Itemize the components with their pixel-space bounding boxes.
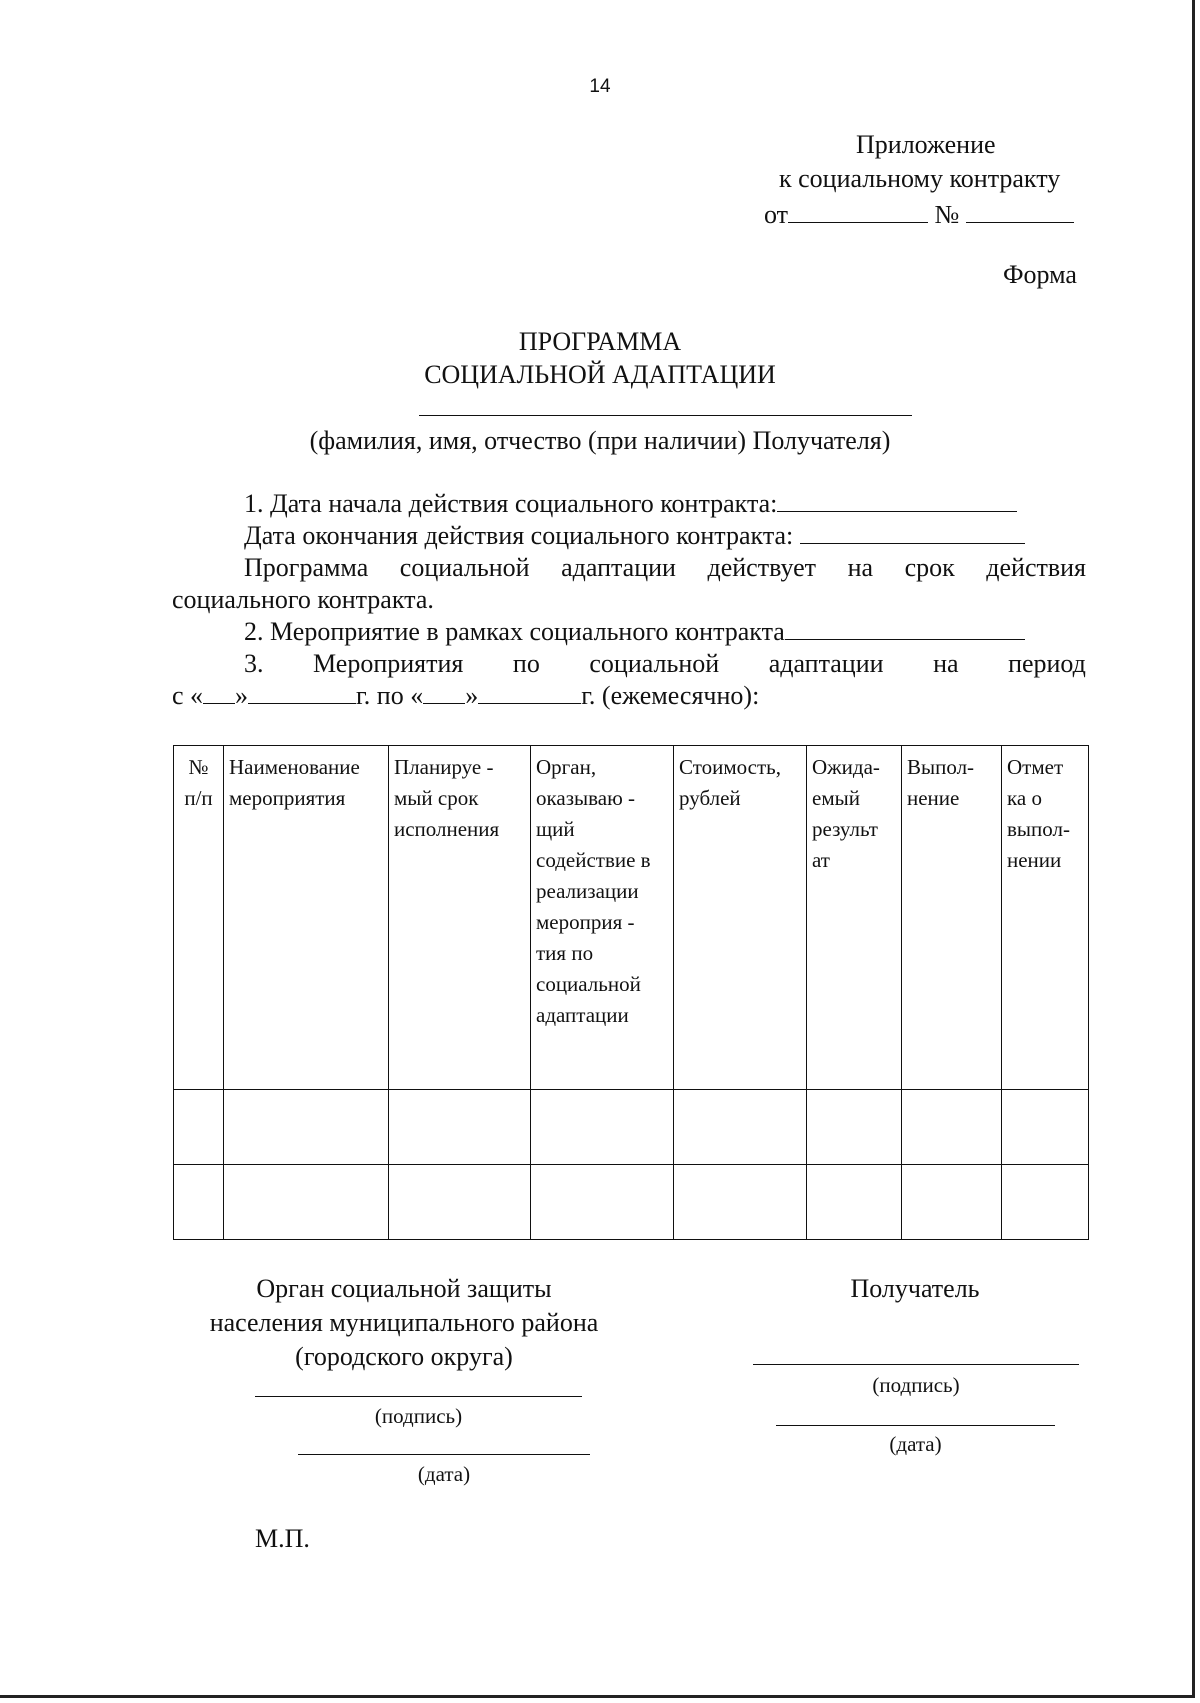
- recipient-name-line: [419, 415, 912, 416]
- recipient-caption: (фамилия, имя, отчество (при наличии) Получателя): [309, 426, 891, 455]
- appendix-line2: к социальному контракту: [779, 164, 1061, 193]
- authority-date-line: [298, 1454, 590, 1455]
- appendix-line1: Приложение: [856, 130, 996, 159]
- duration-word: на: [847, 553, 874, 582]
- activity-blank: [785, 617, 1025, 640]
- table-cell[interactable]: [224, 1090, 389, 1165]
- start-date-label: 1. Дата начала действия социального контракта:: [244, 489, 778, 518]
- duration-word: действия: [986, 553, 1086, 582]
- table-cell[interactable]: [389, 1165, 531, 1240]
- col-header-cost: Стоимость, рублей: [674, 746, 807, 1090]
- table-cell[interactable]: [902, 1165, 1002, 1240]
- form-label: Форма: [1003, 260, 1077, 289]
- authority-signature-line: [255, 1396, 582, 1397]
- recipient-signature-line: [753, 1364, 1079, 1365]
- authority-line3: (городского округа): [295, 1342, 513, 1371]
- period-word: на: [933, 649, 959, 678]
- period-word: период: [1008, 649, 1086, 678]
- table-cell[interactable]: [174, 1165, 224, 1240]
- authority-line2: населения муниципального района: [209, 1308, 599, 1337]
- col-header-number: № п/п: [174, 746, 224, 1090]
- col-header-completion-mark: Отмет ка о выпол- нении: [1002, 746, 1089, 1090]
- period-line: [244, 648, 1086, 680]
- table-cell[interactable]: [531, 1090, 674, 1165]
- table-cell[interactable]: [174, 1090, 224, 1165]
- table-cell[interactable]: [389, 1090, 531, 1165]
- table-cell[interactable]: [902, 1090, 1002, 1165]
- period-to-label: г. по «: [356, 681, 424, 710]
- period-tail: г. (ежемесячно):: [581, 681, 760, 710]
- table-cell[interactable]: [674, 1090, 807, 1165]
- duration-line: [244, 552, 1086, 584]
- table-header-row: [174, 746, 1089, 1090]
- recipient-date-caption: (дата): [889, 1432, 942, 1456]
- period-word: 3.: [244, 649, 264, 678]
- start-date-line: [244, 488, 1017, 520]
- period-from-close: »: [235, 681, 249, 710]
- period-word: Мероприятия: [313, 649, 464, 678]
- table-cell[interactable]: [1002, 1165, 1089, 1240]
- authority-block: [174, 1272, 634, 1374]
- authority-date-caption: (дата): [417, 1462, 471, 1486]
- period-dates-line: [172, 680, 759, 712]
- appendix-from-line: [764, 198, 1074, 232]
- col-header-activity-name: Наименование мероприятия: [224, 746, 389, 1090]
- duration-word: социальной: [399, 553, 530, 582]
- col-header-responsible-authority: Орган, оказываю - щий содействие в реализации мероприя - тия по социальной адаптации: [531, 746, 674, 1090]
- period-to-month-blank: [478, 681, 581, 704]
- duration-continuation: социального контракта.: [172, 585, 434, 614]
- period-to-day-blank: [423, 681, 465, 704]
- activities-table: [173, 745, 1089, 1240]
- duration-word: действует: [707, 553, 817, 582]
- end-date-label: Дата окончания действия социального контракта:: [244, 521, 794, 550]
- authority-line1: Орган социальной защиты: [256, 1274, 552, 1303]
- table-cell[interactable]: [224, 1165, 389, 1240]
- page-number: 14: [589, 76, 611, 97]
- table-cell[interactable]: [807, 1090, 902, 1165]
- recipient-date-line: [776, 1425, 1055, 1426]
- table-cell[interactable]: [1002, 1090, 1089, 1165]
- title-line1: ПРОГРАММА: [518, 327, 682, 356]
- recipient-signature-caption: (подпись): [872, 1373, 960, 1397]
- period-from-month-blank: [248, 681, 356, 704]
- col-header-planned-term: Планируе - мый срок исполнения: [389, 746, 531, 1090]
- authority-signature-caption: (подпись): [374, 1404, 463, 1428]
- period-from-label: с «: [172, 681, 204, 710]
- appendix-from-label: от: [764, 200, 789, 229]
- end-date-line: [244, 520, 1025, 552]
- period-word: социальной: [589, 649, 720, 678]
- duration-word: срок: [904, 553, 955, 582]
- table-row: [174, 1090, 1089, 1165]
- table-cell[interactable]: [807, 1165, 902, 1240]
- recipient-title: Получатель: [850, 1274, 980, 1303]
- activity-line: [244, 616, 1025, 648]
- col-header-completion: Выпол- нение: [902, 746, 1002, 1090]
- activity-label: 2. Мероприятие в рамках социального контракта: [244, 617, 785, 646]
- duration-word: Программа: [244, 553, 369, 582]
- duration-word: адаптации: [561, 553, 676, 582]
- stamp-placeholder: М.П.: [255, 1524, 310, 1553]
- contract-date-blank: [788, 200, 928, 223]
- table-cell[interactable]: [674, 1165, 807, 1240]
- period-word: по: [512, 649, 540, 678]
- start-date-blank: [777, 489, 1017, 512]
- period-from-day-blank: [203, 681, 235, 704]
- title-line2: СОЦИАЛЬНОЙ АДАПТАЦИИ: [424, 360, 776, 389]
- period-to-close: »: [465, 681, 479, 710]
- period-word: адаптации: [768, 649, 884, 678]
- table-row: [174, 1165, 1089, 1240]
- end-date-blank: [800, 521, 1025, 544]
- table-cell[interactable]: [531, 1165, 674, 1240]
- appendix-number-label: №: [934, 200, 960, 229]
- col-header-expected-result: Ожида- емый результ ат: [807, 746, 902, 1090]
- contract-number-blank: [966, 200, 1074, 223]
